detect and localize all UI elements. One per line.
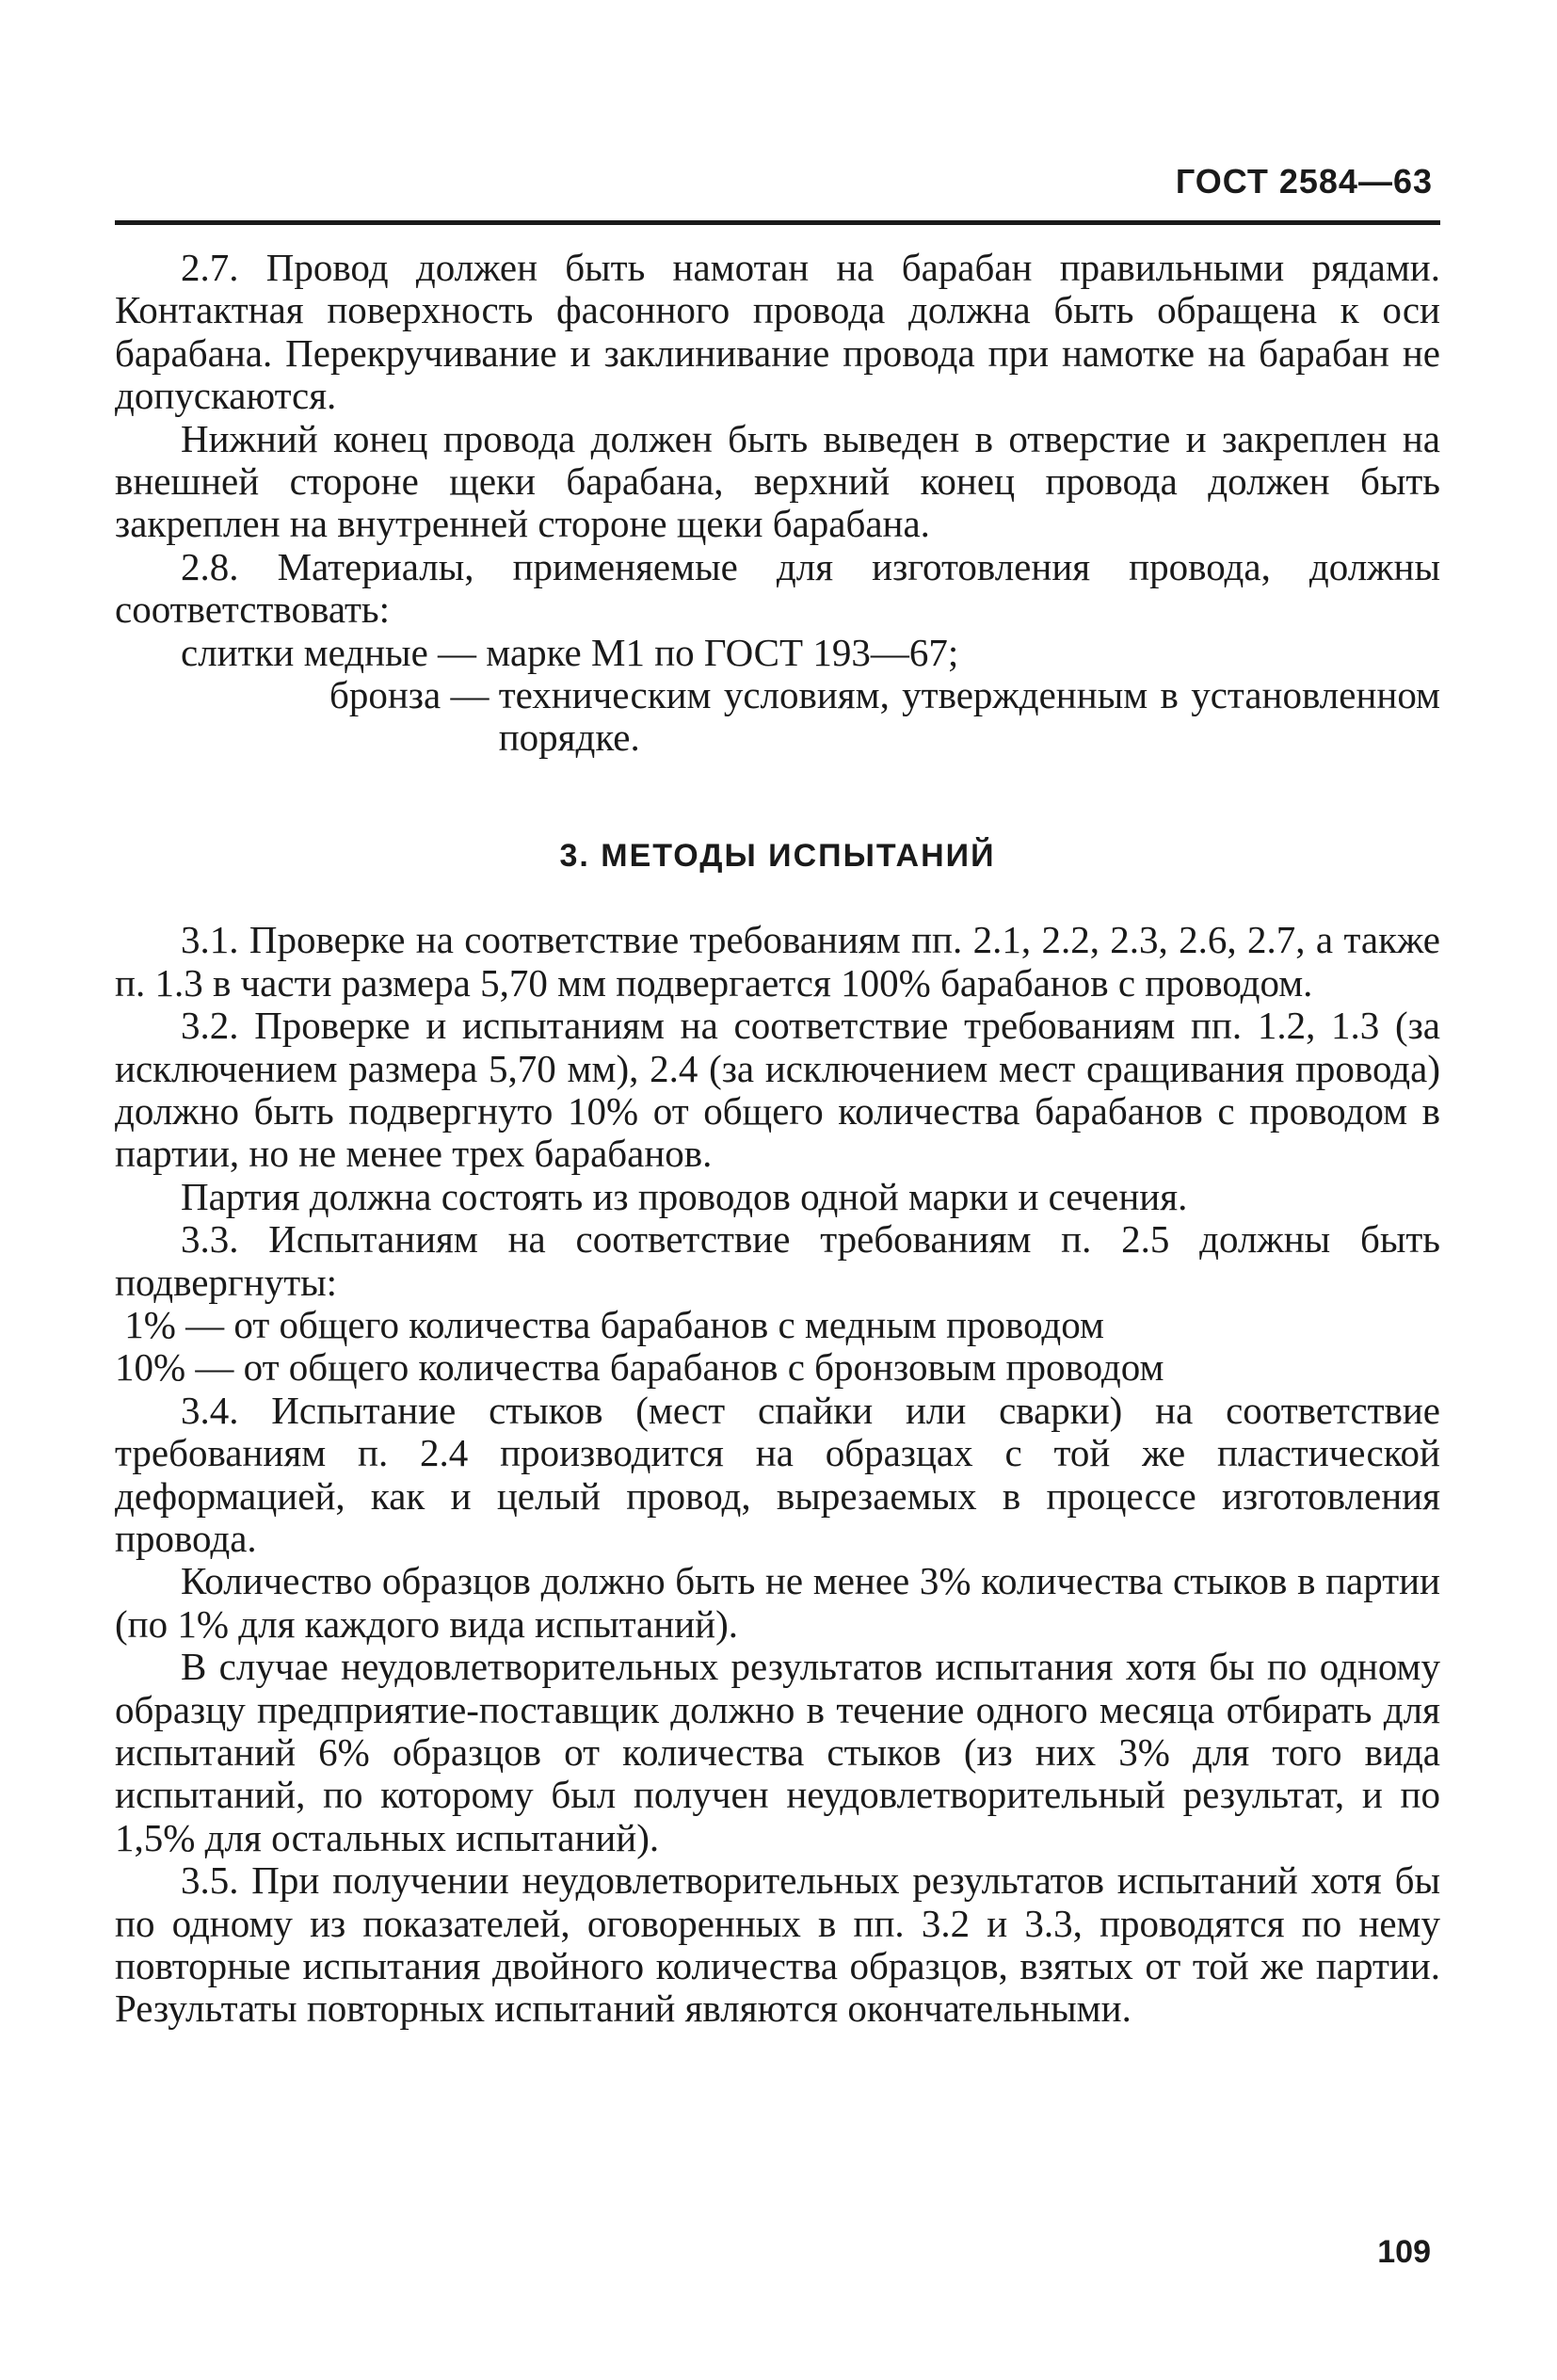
paragraph-2-8: 2.8. Материалы, применяемые для изготовления провода, должны соответствовать: — [115, 544, 1440, 632]
section-3-heading: 3. МЕТОДЫ ИСПЫТАНИЙ — [559, 837, 996, 874]
paragraph-3-5: 3.5. При получении неудовлетворительных результатов испытаний хотя бы по одному из показателей, оговоренных в пп. 3.2 и 3.3, проводятся по нему повторные испытания двойного количества образцов, взятых от той же партии. Результаты повторных испытаний являются окончательными. — [115, 1858, 1440, 2031]
materials-item-bronze-lead: бронза — — [329, 673, 499, 717]
materials-item-bronze — [329, 674, 1440, 760]
paragraph-3-4: 3.4. Испытание стыков (мест спайки или сварки) на соответствие требованиям п. 2.4 производится на образцах с той же пластической деформацией, как и целый провод, вырезаемых в процессе изготовления провода. — [115, 1388, 1440, 1560]
paragraph-2-7: 2.7. Провод должен быть намотан на барабан правильными рядами. Контактная поверхность фасонного провода должна быть обращена к оси барабана. Перекручивание и заклинивание провода при намотке на барабан не допускаются. — [115, 246, 1440, 418]
paragraph-3-2-continued: Партия должна состоять из проводов одной марки и сечения. — [181, 1174, 1188, 1218]
sampling-item-bronze: 10% — от общего количества барабанов с бронзовым проводом — [115, 1345, 1164, 1390]
paragraph-3-4-samples: Количество образцов должно быть не менее 3% количества стыков в партии (по 1% для каждого вида испытаний). — [115, 1559, 1440, 1646]
paragraph-3-2: 3.2. Проверке и испытаниям на соответствие требованиям пп. 1.2, 1.3 (за исключением размера 5,70 мм), 2.4 (за исключением мест сращивания провода) должно быть подвергнуто 10% от общего количества барабанов с проводом в партии, но не менее трех барабанов. — [115, 1004, 1440, 1176]
page-header: ГОСТ 2584—63 — [1175, 162, 1433, 201]
paragraph-3-1: 3.1. Проверке на соответствие требованиям пп. 2.1, 2.2, 2.3, 2.6, 2.7, а также п. 1.3 в части размера 5,70 мм подвергается 100% барабанов с проводом. — [115, 918, 1440, 1005]
paragraph-3-4-failure: В случае неудовлетворительных результатов испытания хотя бы по одному образцу предприятие-поставщик должно в течение одного месяца отбирать для испытаний 6% образцов от количества стыков (из них 3% для того вида испытаний, по которому был получен неудовлетворительный результат, и по 1,5% для остальных испытаний). — [115, 1645, 1440, 1859]
paragraph-3-3: 3.3. Испытаниям на соответствие требованиям п. 2.5 должны быть подвергнуты: — [115, 1217, 1440, 1304]
page-number: 109 — [1377, 2234, 1431, 2270]
header-rule — [115, 220, 1440, 225]
paragraph-2-7-continued: Нижний конец провода должен быть выведен в отверстие и закреплен на внешней стороне щеки барабана, верхний конец провода должен быть закреплен на внутренней стороне щеки барабана. — [115, 416, 1440, 546]
materials-item-bronze-text: техническим условиям, утвержденным в установленном порядке. — [498, 673, 1440, 760]
materials-item-copper: слитки медные — марке М1 по ГОСТ 193—67; — [181, 630, 959, 674]
document-body — [115, 247, 1440, 2031]
sampling-item-copper: 1% — от общего количества барабанов с медным проводом — [115, 1302, 1104, 1346]
